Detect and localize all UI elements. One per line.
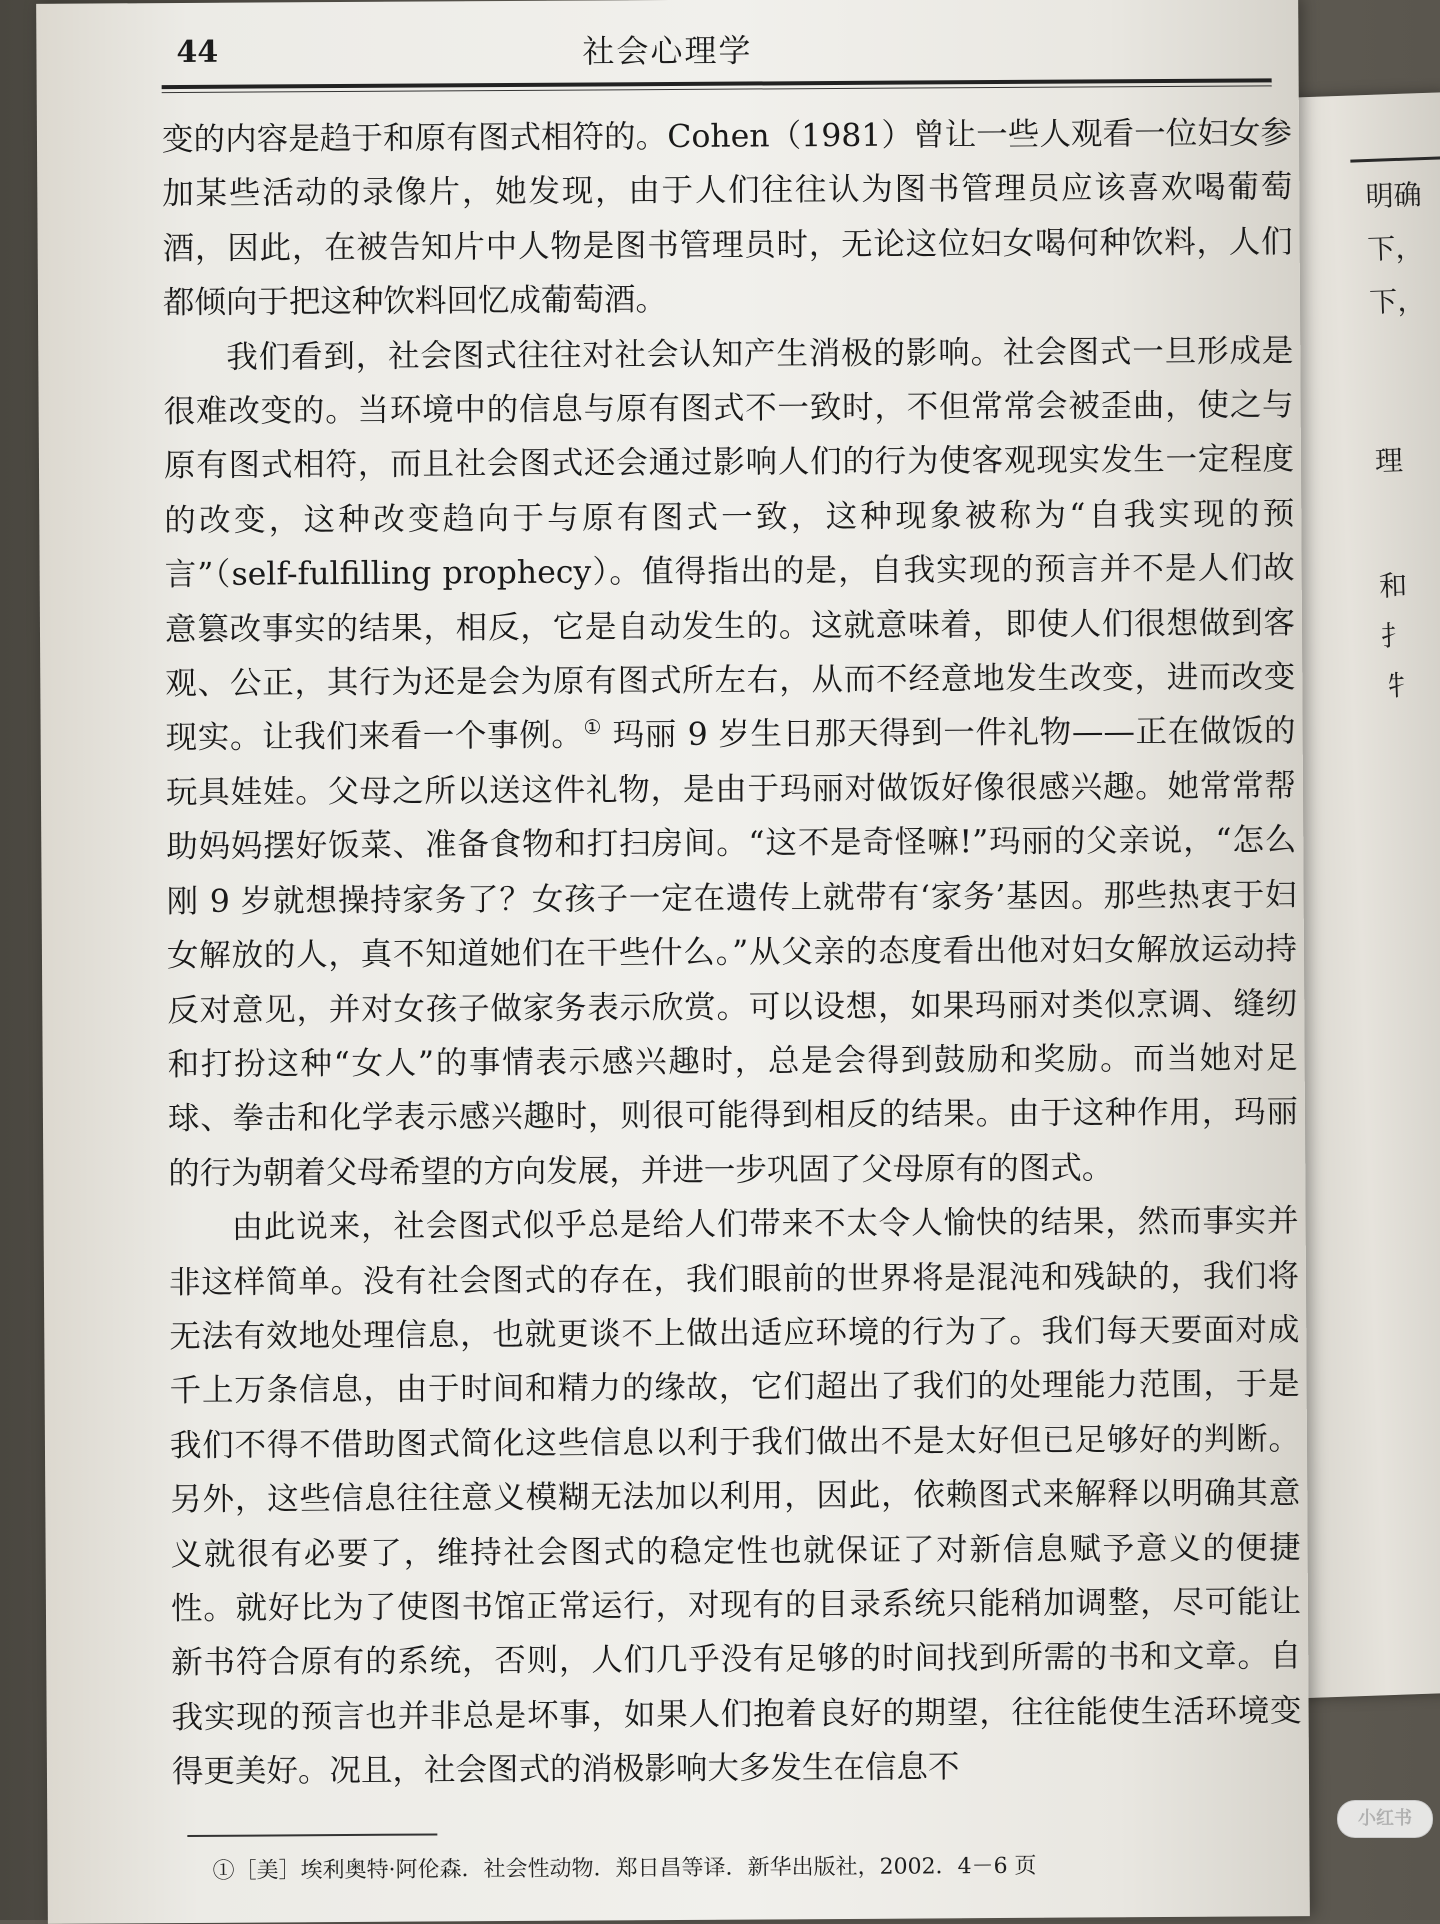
page-number: 44 bbox=[176, 34, 219, 71]
running-head: 社会心理学 bbox=[582, 31, 753, 71]
adjacent-fragment: 理 bbox=[1374, 443, 1404, 478]
paragraph-text: 我们看到，社会图式往往对社会认知产生消极的影响。社会图式一旦形成是很难改变的。当环境中的信息与原有图式不一致时，不但常常会被歪曲，使之与原有图式相符，而且社会图式还会通过影响人们的行为使客观现实发生一定程度的改变，这种改变趋向于与原有图式一致，这种现象被称为“自我实现的预言”（self-fulfilling prophecy）。值得指出的是，自我实现的预言并不是人们故意篡改事实的结果，相反，它是自动发生的。这就意味着，即使人们很想做到客观、公正，其行为还是会为原有图式所左右，从而不经意地发生改变，进而改变现实。让我们来看一个事例。 bbox=[163, 332, 1296, 757]
adjacent-page-rule bbox=[1350, 155, 1440, 162]
paragraph: 变的内容是趋于和原有图式相符的。Cohen（1981）曾让一些人观看一位妇女参加某些活动的录像片，她发现，由于人们往往认为图书管理员应该喜欢喝葡萄酒，因此，在被告知片中人物是图书管理员时，无论这位妇女喝何种饮料，人们都倾向于把这种饮料回忆成葡萄酒。 bbox=[161, 115, 1293, 322]
adjacent-fragment: 扌 bbox=[1380, 618, 1410, 653]
page-header bbox=[36, 0, 1299, 94]
header-rule bbox=[162, 78, 1272, 89]
body-text bbox=[162, 106, 1302, 1799]
adjacent-fragment: 下， bbox=[1366, 231, 1425, 267]
footnote-marker: ① bbox=[583, 715, 603, 740]
watermark-logo: 小红书 bbox=[1337, 1800, 1433, 1838]
paragraph: 由此说来，社会图式似乎总是给人们带来不太令人愉快的结果，然而事实并非这样简单。没有社会图式的存在，我们眼前的世界将是混沌和残缺的，我们将无法有效地处理信息，也就更谈不上做出适应环境的行为了。我们每天要面对成千上万条信息，由于时间和精力的缘故，它们超出了我们的处理能力范围，于是我们不得不借助图式简化这些信息以利于我们做出不是太好但已足够好的判断。另外，这些信息往往意义模糊无法加以利用，因此，依赖图式来解释以明确其意义就很有必要了，维持社会图式的稳定性也就保证了对新信息赋予意义的便捷性。就好比为了使图书馆正常运行，对现有的目录系统只能稍加调整，尽可能让新书符合原有的系统，否则，人们几乎没有足够的时间找到所需的书和文章。自我实现的预言也并非总是坏事，如果人们抱着良好的期望，往往能使生活环境变得更美好。况且，社会图式的消极影响大多发生在信息不 bbox=[168, 1203, 1302, 1791]
adjacent-fragment: 下， bbox=[1368, 284, 1426, 320]
paragraph bbox=[163, 324, 1298, 1201]
adjacent-fragment: 明确 bbox=[1365, 178, 1423, 214]
adjacent-fragment: 牜 bbox=[1382, 668, 1412, 703]
book-page bbox=[36, 0, 1310, 1924]
footnote-rule bbox=[187, 1833, 437, 1837]
adjacent-fragment: 和 bbox=[1378, 568, 1408, 603]
paragraph-text: 玛丽 9 岁生日那天得到一件礼物——正在做饭的玩具娃娃。父母之所以送这件礼物，是由于玛丽对做饭好像很感兴趣。她常常帮助妈妈摆好饭菜、准备食物和打扫房间。“这不是奇怪嘛!”玛丽的父亲说，“怎么刚 9 岁就想操持家务了？女孩子一定在遗传上就带有‘家务’基因。那些热衷于妇女解放的人，真不知道她们在干些什么。”从父亲的态度看出他对妇女解放运动持反对意见，并对女孩子做家务表示欣赏。可以设想，如果玛丽对类似烹调、缝纫和打扮这种“女人”的事情表示感兴趣时，总是会得到鼓励和奖励。而当她对足球、拳击和化学表示感兴趣时，则很可能得到相反的结果。由于这种作用，玛丽的行为朝着父母希望的方向发展，并进一步巩固了父母原有的图式。 bbox=[165, 713, 1299, 1192]
footnote: ①［美］埃利奥特·阿伦森．社会性动物．郑日昌等译．新华出版社，2002．4－6 页 bbox=[212, 1853, 1037, 1884]
